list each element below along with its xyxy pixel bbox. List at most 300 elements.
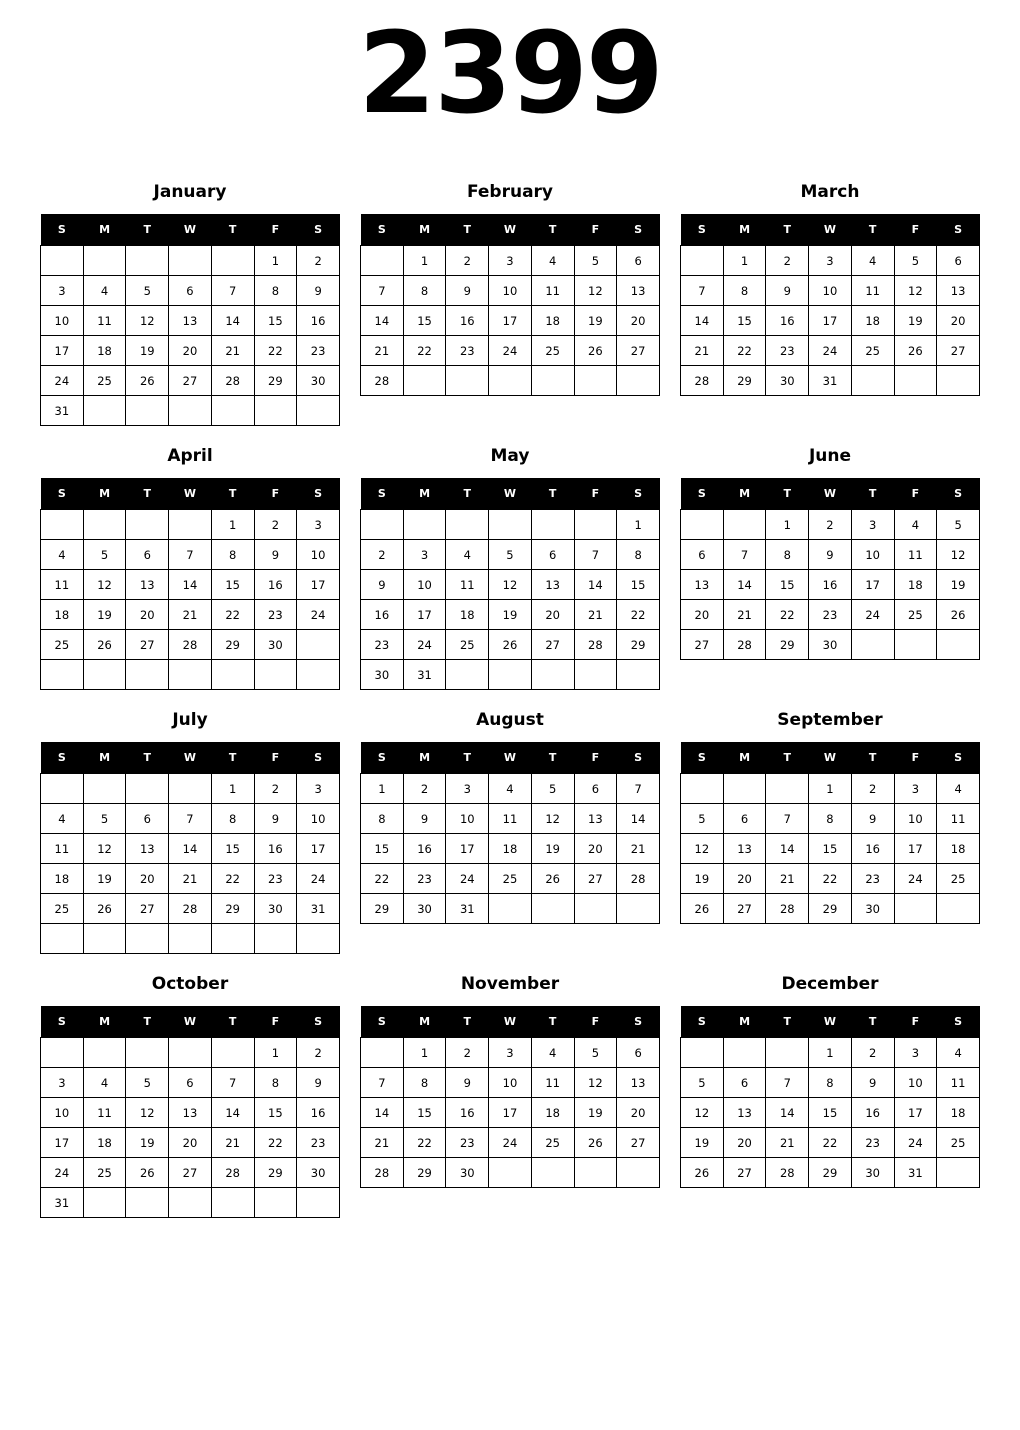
day-cell[interactable]: 8 <box>361 804 404 834</box>
day-cell[interactable]: 16 <box>851 1098 894 1128</box>
day-cell[interactable]: 21 <box>766 1128 809 1158</box>
day-cell[interactable]: 19 <box>681 864 724 894</box>
day-cell[interactable]: 5 <box>574 1038 617 1068</box>
day-cell[interactable]: 9 <box>361 570 404 600</box>
day-cell[interactable]: 15 <box>766 570 809 600</box>
day-cell[interactable]: 12 <box>894 276 937 306</box>
day-cell[interactable]: 9 <box>254 540 297 570</box>
day-cell[interactable]: 23 <box>361 630 404 660</box>
day-cell[interactable]: 25 <box>937 864 980 894</box>
day-cell[interactable]: 6 <box>574 774 617 804</box>
day-cell[interactable]: 18 <box>83 336 126 366</box>
day-cell[interactable]: 15 <box>809 834 852 864</box>
day-cell[interactable]: 14 <box>169 570 212 600</box>
day-cell[interactable]: 11 <box>41 834 84 864</box>
day-cell[interactable]: 20 <box>681 600 724 630</box>
day-cell[interactable]: 24 <box>297 600 340 630</box>
day-cell[interactable]: 26 <box>489 630 532 660</box>
day-cell[interactable]: 9 <box>851 804 894 834</box>
day-cell[interactable]: 30 <box>851 894 894 924</box>
day-cell[interactable]: 8 <box>403 1068 446 1098</box>
day-cell[interactable]: 29 <box>809 1158 852 1188</box>
day-cell[interactable]: 11 <box>446 570 489 600</box>
day-cell[interactable]: 30 <box>297 1158 340 1188</box>
day-cell[interactable]: 16 <box>297 1098 340 1128</box>
day-cell[interactable]: 18 <box>446 600 489 630</box>
day-cell[interactable]: 11 <box>851 276 894 306</box>
day-cell[interactable]: 20 <box>169 1128 212 1158</box>
day-cell[interactable]: 19 <box>83 600 126 630</box>
day-cell[interactable]: 6 <box>617 1038 660 1068</box>
day-cell[interactable]: 22 <box>809 1128 852 1158</box>
day-cell[interactable]: 8 <box>254 1068 297 1098</box>
day-cell[interactable]: 20 <box>574 834 617 864</box>
day-cell[interactable]: 6 <box>126 804 169 834</box>
day-cell[interactable]: 30 <box>446 1158 489 1188</box>
day-cell[interactable]: 12 <box>126 1098 169 1128</box>
day-cell[interactable]: 31 <box>41 396 84 426</box>
day-cell[interactable]: 2 <box>766 246 809 276</box>
day-cell[interactable]: 22 <box>766 600 809 630</box>
day-cell[interactable]: 1 <box>809 1038 852 1068</box>
day-cell[interactable]: 3 <box>894 774 937 804</box>
day-cell[interactable]: 13 <box>126 834 169 864</box>
day-cell[interactable]: 12 <box>937 540 980 570</box>
day-cell[interactable]: 16 <box>809 570 852 600</box>
day-cell[interactable]: 30 <box>403 894 446 924</box>
day-cell[interactable]: 20 <box>617 306 660 336</box>
day-cell[interactable]: 2 <box>446 1038 489 1068</box>
day-cell[interactable]: 22 <box>254 336 297 366</box>
day-cell[interactable]: 21 <box>361 1128 404 1158</box>
day-cell[interactable]: 21 <box>574 600 617 630</box>
day-cell[interactable]: 17 <box>851 570 894 600</box>
day-cell[interactable]: 5 <box>83 804 126 834</box>
day-cell[interactable]: 7 <box>681 276 724 306</box>
day-cell[interactable]: 10 <box>297 804 340 834</box>
day-cell[interactable]: 9 <box>297 1068 340 1098</box>
day-cell[interactable]: 31 <box>297 894 340 924</box>
day-cell[interactable]: 3 <box>41 276 84 306</box>
day-cell[interactable]: 16 <box>254 570 297 600</box>
day-cell[interactable]: 13 <box>617 1068 660 1098</box>
day-cell[interactable]: 28 <box>361 366 404 396</box>
day-cell[interactable]: 21 <box>211 1128 254 1158</box>
day-cell[interactable]: 31 <box>403 660 446 690</box>
day-cell[interactable]: 29 <box>617 630 660 660</box>
day-cell[interactable]: 3 <box>489 246 532 276</box>
day-cell[interactable]: 13 <box>723 1098 766 1128</box>
day-cell[interactable]: 24 <box>297 864 340 894</box>
day-cell[interactable]: 13 <box>126 570 169 600</box>
day-cell[interactable]: 10 <box>446 804 489 834</box>
day-cell[interactable]: 20 <box>723 864 766 894</box>
day-cell[interactable]: 23 <box>403 864 446 894</box>
day-cell[interactable]: 15 <box>403 1098 446 1128</box>
day-cell[interactable]: 22 <box>254 1128 297 1158</box>
day-cell[interactable]: 7 <box>169 540 212 570</box>
day-cell[interactable]: 7 <box>766 804 809 834</box>
day-cell[interactable]: 5 <box>937 510 980 540</box>
day-cell[interactable]: 23 <box>766 336 809 366</box>
day-cell[interactable]: 13 <box>723 834 766 864</box>
day-cell[interactable]: 23 <box>254 600 297 630</box>
day-cell[interactable]: 26 <box>83 630 126 660</box>
day-cell[interactable]: 21 <box>211 336 254 366</box>
day-cell[interactable]: 18 <box>83 1128 126 1158</box>
day-cell[interactable]: 18 <box>894 570 937 600</box>
day-cell[interactable]: 1 <box>809 774 852 804</box>
day-cell[interactable]: 4 <box>41 540 84 570</box>
day-cell[interactable]: 20 <box>126 600 169 630</box>
day-cell[interactable]: 1 <box>403 246 446 276</box>
day-cell[interactable]: 31 <box>446 894 489 924</box>
day-cell[interactable]: 1 <box>361 774 404 804</box>
day-cell[interactable]: 3 <box>297 510 340 540</box>
day-cell[interactable]: 20 <box>617 1098 660 1128</box>
day-cell[interactable]: 23 <box>297 336 340 366</box>
day-cell[interactable]: 25 <box>937 1128 980 1158</box>
day-cell[interactable]: 27 <box>937 336 980 366</box>
day-cell[interactable]: 3 <box>297 774 340 804</box>
day-cell[interactable]: 15 <box>403 306 446 336</box>
day-cell[interactable]: 11 <box>83 306 126 336</box>
day-cell[interactable]: 11 <box>894 540 937 570</box>
day-cell[interactable]: 5 <box>574 246 617 276</box>
day-cell[interactable]: 29 <box>766 630 809 660</box>
day-cell[interactable]: 14 <box>361 1098 404 1128</box>
day-cell[interactable]: 31 <box>894 1158 937 1188</box>
day-cell[interactable]: 5 <box>126 1068 169 1098</box>
day-cell[interactable]: 26 <box>574 1128 617 1158</box>
day-cell[interactable]: 12 <box>681 1098 724 1128</box>
day-cell[interactable]: 10 <box>894 804 937 834</box>
day-cell[interactable]: 7 <box>169 804 212 834</box>
day-cell[interactable]: 25 <box>531 1128 574 1158</box>
day-cell[interactable]: 1 <box>766 510 809 540</box>
day-cell[interactable]: 11 <box>937 804 980 834</box>
day-cell[interactable]: 8 <box>403 276 446 306</box>
day-cell[interactable]: 23 <box>851 864 894 894</box>
day-cell[interactable]: 11 <box>937 1068 980 1098</box>
day-cell[interactable]: 14 <box>766 1098 809 1128</box>
day-cell[interactable]: 4 <box>83 276 126 306</box>
day-cell[interactable]: 26 <box>531 864 574 894</box>
day-cell[interactable]: 29 <box>211 894 254 924</box>
day-cell[interactable]: 25 <box>41 894 84 924</box>
day-cell[interactable]: 15 <box>211 570 254 600</box>
day-cell[interactable]: 14 <box>681 306 724 336</box>
day-cell[interactable]: 9 <box>254 804 297 834</box>
day-cell[interactable]: 23 <box>446 336 489 366</box>
day-cell[interactable]: 4 <box>41 804 84 834</box>
day-cell[interactable]: 31 <box>809 366 852 396</box>
day-cell[interactable]: 6 <box>681 540 724 570</box>
day-cell[interactable]: 8 <box>809 804 852 834</box>
day-cell[interactable]: 21 <box>723 600 766 630</box>
day-cell[interactable]: 17 <box>297 570 340 600</box>
day-cell[interactable]: 15 <box>254 306 297 336</box>
day-cell[interactable]: 13 <box>617 276 660 306</box>
day-cell[interactable]: 9 <box>851 1068 894 1098</box>
day-cell[interactable]: 29 <box>809 894 852 924</box>
day-cell[interactable]: 22 <box>403 1128 446 1158</box>
day-cell[interactable]: 17 <box>446 834 489 864</box>
day-cell[interactable]: 16 <box>446 1098 489 1128</box>
day-cell[interactable]: 8 <box>617 540 660 570</box>
day-cell[interactable]: 6 <box>617 246 660 276</box>
day-cell[interactable]: 24 <box>489 1128 532 1158</box>
day-cell[interactable]: 27 <box>723 894 766 924</box>
day-cell[interactable]: 25 <box>894 600 937 630</box>
day-cell[interactable]: 9 <box>297 276 340 306</box>
day-cell[interactable]: 14 <box>766 834 809 864</box>
day-cell[interactable]: 24 <box>41 366 84 396</box>
day-cell[interactable]: 16 <box>254 834 297 864</box>
day-cell[interactable]: 2 <box>446 246 489 276</box>
day-cell[interactable]: 2 <box>851 774 894 804</box>
day-cell[interactable]: 10 <box>489 1068 532 1098</box>
day-cell[interactable]: 28 <box>169 894 212 924</box>
day-cell[interactable]: 26 <box>681 894 724 924</box>
day-cell[interactable]: 9 <box>403 804 446 834</box>
day-cell[interactable]: 1 <box>723 246 766 276</box>
day-cell[interactable]: 3 <box>489 1038 532 1068</box>
day-cell[interactable]: 26 <box>894 336 937 366</box>
day-cell[interactable]: 28 <box>574 630 617 660</box>
day-cell[interactable]: 29 <box>254 366 297 396</box>
day-cell[interactable]: 27 <box>531 630 574 660</box>
day-cell[interactable]: 24 <box>851 600 894 630</box>
day-cell[interactable]: 19 <box>531 834 574 864</box>
day-cell[interactable]: 10 <box>41 1098 84 1128</box>
day-cell[interactable]: 13 <box>574 804 617 834</box>
day-cell[interactable]: 10 <box>41 306 84 336</box>
day-cell[interactable]: 30 <box>254 894 297 924</box>
day-cell[interactable]: 6 <box>126 540 169 570</box>
day-cell[interactable]: 14 <box>574 570 617 600</box>
day-cell[interactable]: 24 <box>809 336 852 366</box>
day-cell[interactable]: 22 <box>809 864 852 894</box>
day-cell[interactable]: 17 <box>894 1098 937 1128</box>
day-cell[interactable]: 28 <box>766 894 809 924</box>
day-cell[interactable]: 9 <box>809 540 852 570</box>
day-cell[interactable]: 7 <box>211 276 254 306</box>
day-cell[interactable]: 12 <box>83 570 126 600</box>
day-cell[interactable]: 13 <box>681 570 724 600</box>
day-cell[interactable]: 4 <box>937 774 980 804</box>
day-cell[interactable]: 27 <box>681 630 724 660</box>
day-cell[interactable]: 8 <box>809 1068 852 1098</box>
day-cell[interactable]: 17 <box>489 1098 532 1128</box>
day-cell[interactable]: 10 <box>297 540 340 570</box>
day-cell[interactable]: 27 <box>617 336 660 366</box>
day-cell[interactable]: 8 <box>766 540 809 570</box>
day-cell[interactable]: 19 <box>126 1128 169 1158</box>
day-cell[interactable]: 21 <box>617 834 660 864</box>
day-cell[interactable]: 1 <box>211 774 254 804</box>
day-cell[interactable]: 28 <box>211 1158 254 1188</box>
day-cell[interactable]: 17 <box>894 834 937 864</box>
day-cell[interactable]: 23 <box>809 600 852 630</box>
day-cell[interactable]: 6 <box>723 804 766 834</box>
day-cell[interactable]: 16 <box>851 834 894 864</box>
day-cell[interactable]: 1 <box>403 1038 446 1068</box>
day-cell[interactable]: 21 <box>169 600 212 630</box>
day-cell[interactable]: 21 <box>766 864 809 894</box>
day-cell[interactable]: 27 <box>574 864 617 894</box>
day-cell[interactable]: 18 <box>531 1098 574 1128</box>
day-cell[interactable]: 15 <box>617 570 660 600</box>
day-cell[interactable]: 8 <box>254 276 297 306</box>
day-cell[interactable]: 20 <box>126 864 169 894</box>
day-cell[interactable]: 25 <box>446 630 489 660</box>
day-cell[interactable]: 18 <box>41 864 84 894</box>
day-cell[interactable]: 6 <box>169 276 212 306</box>
day-cell[interactable]: 26 <box>681 1158 724 1188</box>
day-cell[interactable]: 19 <box>489 600 532 630</box>
day-cell[interactable]: 5 <box>681 804 724 834</box>
day-cell[interactable]: 11 <box>531 1068 574 1098</box>
day-cell[interactable]: 11 <box>489 804 532 834</box>
day-cell[interactable]: 2 <box>254 774 297 804</box>
day-cell[interactable]: 3 <box>809 246 852 276</box>
day-cell[interactable]: 14 <box>617 804 660 834</box>
day-cell[interactable]: 23 <box>446 1128 489 1158</box>
day-cell[interactable]: 24 <box>403 630 446 660</box>
day-cell[interactable]: 6 <box>169 1068 212 1098</box>
day-cell[interactable]: 16 <box>361 600 404 630</box>
day-cell[interactable]: 20 <box>937 306 980 336</box>
day-cell[interactable]: 7 <box>766 1068 809 1098</box>
day-cell[interactable]: 30 <box>809 630 852 660</box>
day-cell[interactable]: 7 <box>211 1068 254 1098</box>
day-cell[interactable]: 25 <box>41 630 84 660</box>
day-cell[interactable]: 2 <box>254 510 297 540</box>
day-cell[interactable]: 4 <box>489 774 532 804</box>
day-cell[interactable]: 12 <box>489 570 532 600</box>
day-cell[interactable]: 3 <box>851 510 894 540</box>
day-cell[interactable]: 4 <box>531 1038 574 1068</box>
day-cell[interactable]: 15 <box>809 1098 852 1128</box>
day-cell[interactable]: 4 <box>937 1038 980 1068</box>
day-cell[interactable]: 4 <box>894 510 937 540</box>
day-cell[interactable]: 16 <box>403 834 446 864</box>
day-cell[interactable]: 10 <box>851 540 894 570</box>
day-cell[interactable]: 30 <box>254 630 297 660</box>
day-cell[interactable]: 2 <box>809 510 852 540</box>
day-cell[interactable]: 12 <box>681 834 724 864</box>
day-cell[interactable]: 7 <box>723 540 766 570</box>
day-cell[interactable]: 1 <box>254 246 297 276</box>
day-cell[interactable]: 19 <box>574 1098 617 1128</box>
day-cell[interactable]: 14 <box>169 834 212 864</box>
day-cell[interactable]: 17 <box>41 1128 84 1158</box>
day-cell[interactable]: 17 <box>41 336 84 366</box>
day-cell[interactable]: 27 <box>126 630 169 660</box>
day-cell[interactable]: 13 <box>169 1098 212 1128</box>
day-cell[interactable]: 19 <box>126 336 169 366</box>
day-cell[interactable]: 12 <box>574 1068 617 1098</box>
day-cell[interactable]: 22 <box>361 864 404 894</box>
day-cell[interactable]: 18 <box>937 834 980 864</box>
day-cell[interactable]: 25 <box>851 336 894 366</box>
day-cell[interactable]: 2 <box>297 246 340 276</box>
day-cell[interactable]: 28 <box>361 1158 404 1188</box>
day-cell[interactable]: 7 <box>361 276 404 306</box>
day-cell[interactable]: 16 <box>446 306 489 336</box>
day-cell[interactable]: 4 <box>531 246 574 276</box>
day-cell[interactable]: 5 <box>681 1068 724 1098</box>
day-cell[interactable]: 23 <box>254 864 297 894</box>
day-cell[interactable]: 3 <box>41 1068 84 1098</box>
day-cell[interactable]: 12 <box>126 306 169 336</box>
day-cell[interactable]: 2 <box>297 1038 340 1068</box>
day-cell[interactable]: 5 <box>531 774 574 804</box>
day-cell[interactable]: 9 <box>446 1068 489 1098</box>
day-cell[interactable]: 27 <box>617 1128 660 1158</box>
day-cell[interactable]: 28 <box>723 630 766 660</box>
day-cell[interactable]: 19 <box>937 570 980 600</box>
day-cell[interactable]: 9 <box>446 276 489 306</box>
day-cell[interactable]: 13 <box>169 306 212 336</box>
day-cell[interactable]: 24 <box>489 336 532 366</box>
day-cell[interactable]: 23 <box>297 1128 340 1158</box>
day-cell[interactable]: 27 <box>723 1158 766 1188</box>
day-cell[interactable]: 12 <box>574 276 617 306</box>
day-cell[interactable]: 8 <box>723 276 766 306</box>
day-cell[interactable]: 27 <box>126 894 169 924</box>
day-cell[interactable]: 28 <box>766 1158 809 1188</box>
day-cell[interactable]: 29 <box>403 1158 446 1188</box>
day-cell[interactable]: 8 <box>211 804 254 834</box>
day-cell[interactable]: 13 <box>937 276 980 306</box>
day-cell[interactable]: 21 <box>361 336 404 366</box>
day-cell[interactable]: 17 <box>297 834 340 864</box>
day-cell[interactable]: 14 <box>211 1098 254 1128</box>
day-cell[interactable]: 8 <box>211 540 254 570</box>
day-cell[interactable]: 3 <box>894 1038 937 1068</box>
day-cell[interactable]: 20 <box>169 336 212 366</box>
day-cell[interactable]: 4 <box>83 1068 126 1098</box>
day-cell[interactable]: 10 <box>894 1068 937 1098</box>
day-cell[interactable]: 25 <box>531 336 574 366</box>
day-cell[interactable]: 19 <box>681 1128 724 1158</box>
day-cell[interactable]: 28 <box>617 864 660 894</box>
day-cell[interactable]: 30 <box>297 366 340 396</box>
day-cell[interactable]: 10 <box>403 570 446 600</box>
day-cell[interactable]: 1 <box>254 1038 297 1068</box>
day-cell[interactable]: 29 <box>361 894 404 924</box>
day-cell[interactable]: 30 <box>361 660 404 690</box>
day-cell[interactable]: 5 <box>126 276 169 306</box>
day-cell[interactable]: 18 <box>937 1098 980 1128</box>
day-cell[interactable]: 24 <box>41 1158 84 1188</box>
day-cell[interactable]: 14 <box>211 306 254 336</box>
day-cell[interactable]: 1 <box>211 510 254 540</box>
day-cell[interactable]: 23 <box>851 1128 894 1158</box>
day-cell[interactable]: 7 <box>574 540 617 570</box>
day-cell[interactable]: 14 <box>361 306 404 336</box>
day-cell[interactable]: 19 <box>574 306 617 336</box>
day-cell[interactable]: 12 <box>83 834 126 864</box>
day-cell[interactable]: 10 <box>489 276 532 306</box>
day-cell[interactable]: 16 <box>766 306 809 336</box>
day-cell[interactable]: 12 <box>531 804 574 834</box>
day-cell[interactable]: 18 <box>41 600 84 630</box>
day-cell[interactable]: 27 <box>169 366 212 396</box>
day-cell[interactable]: 28 <box>169 630 212 660</box>
